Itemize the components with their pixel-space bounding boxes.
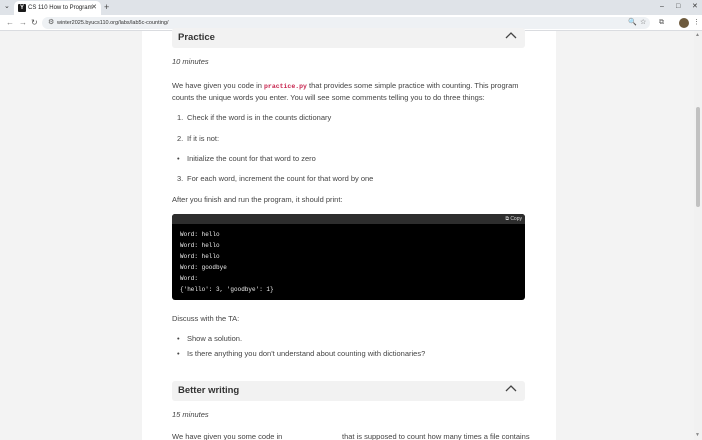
better-writing-time: 15 minutes: [172, 410, 209, 419]
scroll-up-icon[interactable]: ▲: [695, 32, 700, 38]
favicon-icon: Y: [19, 5, 24, 11]
tab-search-icon[interactable]: ⌄: [4, 3, 10, 10]
practice-intro: We have given you code in practice.py that provides some simple practice with counting. This program: [172, 81, 519, 90]
practice-section-header[interactable]: [172, 28, 525, 48]
bookmark-star-icon[interactable]: ☆: [640, 19, 647, 26]
sub-bullet-text: Initialize the count for that word to zero: [187, 154, 316, 163]
browser-tab[interactable]: [14, 1, 101, 15]
forward-button[interactable]: →: [19, 18, 27, 27]
better-writing-intro-cont: that is supposed to count how many times a file contains: [342, 432, 530, 440]
code-line: {'hello': 3, 'goodbye': 1}: [180, 286, 274, 293]
url-text[interactable]: winter2025.byucs110.org/labs/lab5c-counting/: [57, 20, 169, 26]
bullet-icon: •: [177, 154, 180, 163]
copy-button[interactable]: ⧉ Copy: [505, 216, 522, 222]
practice-time: 10 minutes: [172, 57, 209, 66]
chevron-up-icon[interactable]: [505, 383, 517, 395]
step-number: 3.: [177, 174, 184, 183]
step-text: If it is not:: [187, 134, 220, 143]
scroll-down-icon[interactable]: ▼: [695, 432, 700, 438]
site-info-icon[interactable]: ⚙: [48, 19, 55, 26]
inline-code-practice-py: practice.py: [264, 83, 307, 90]
code-line: Word:: [180, 275, 199, 282]
section-title: Better writing: [178, 385, 240, 396]
copy-icon: ⧉: [505, 216, 509, 222]
scrollbar-thumb[interactable]: [696, 107, 700, 207]
step-number: 2.: [177, 134, 184, 143]
profile-avatar[interactable]: [679, 18, 689, 28]
step-text: For each word, increment the count for that word by one: [187, 174, 374, 183]
bullet-icon: •: [177, 334, 180, 343]
close-window-button[interactable]: ✕: [692, 3, 698, 10]
step-text: Check if the word is in the counts dictionary: [187, 113, 332, 122]
step-number: 1.: [177, 113, 184, 122]
chevron-up-icon[interactable]: [505, 30, 517, 42]
code-line: Word: hello: [180, 253, 220, 260]
tab-bar: [0, 0, 702, 15]
tab-title: CS 110 How to Program: [28, 5, 93, 11]
tab-close-icon[interactable]: ✕: [91, 4, 97, 11]
new-tab-button[interactable]: +: [104, 2, 110, 12]
extensions-icon[interactable]: ⧉: [659, 19, 664, 26]
code-header: [172, 214, 525, 224]
maximize-button[interactable]: □: [676, 3, 681, 10]
code-line: Word: goodbye: [180, 264, 227, 271]
back-button[interactable]: ←: [6, 18, 14, 27]
menu-icon[interactable]: ⋮: [693, 19, 700, 26]
reload-button[interactable]: ↻: [31, 18, 38, 27]
discuss-item: Show a solution.: [187, 334, 243, 343]
code-output-block: [172, 214, 525, 300]
page-scrollbar[interactable]: [694, 31, 702, 440]
code-line: Word: hello: [180, 231, 220, 238]
section-title: Practice: [178, 32, 215, 43]
discuss-heading: Discuss with the TA:: [172, 314, 240, 323]
after-text: After you finish and run the program, it should print:: [172, 195, 343, 204]
code-line: Word: hello: [180, 242, 220, 249]
better-writing-intro: We have given you some code in: [172, 432, 283, 440]
better-writing-section-header[interactable]: [172, 381, 525, 401]
minimize-button[interactable]: –: [660, 3, 664, 10]
discuss-item: Is there anything you don't understand about counting with dictionaries?: [187, 349, 426, 358]
practice-intro-line2: counts the unique words you enter. You will see some comments telling you to do three things:: [172, 93, 485, 102]
bullet-icon: •: [177, 349, 180, 358]
zoom-icon[interactable]: 🔍: [628, 19, 637, 26]
